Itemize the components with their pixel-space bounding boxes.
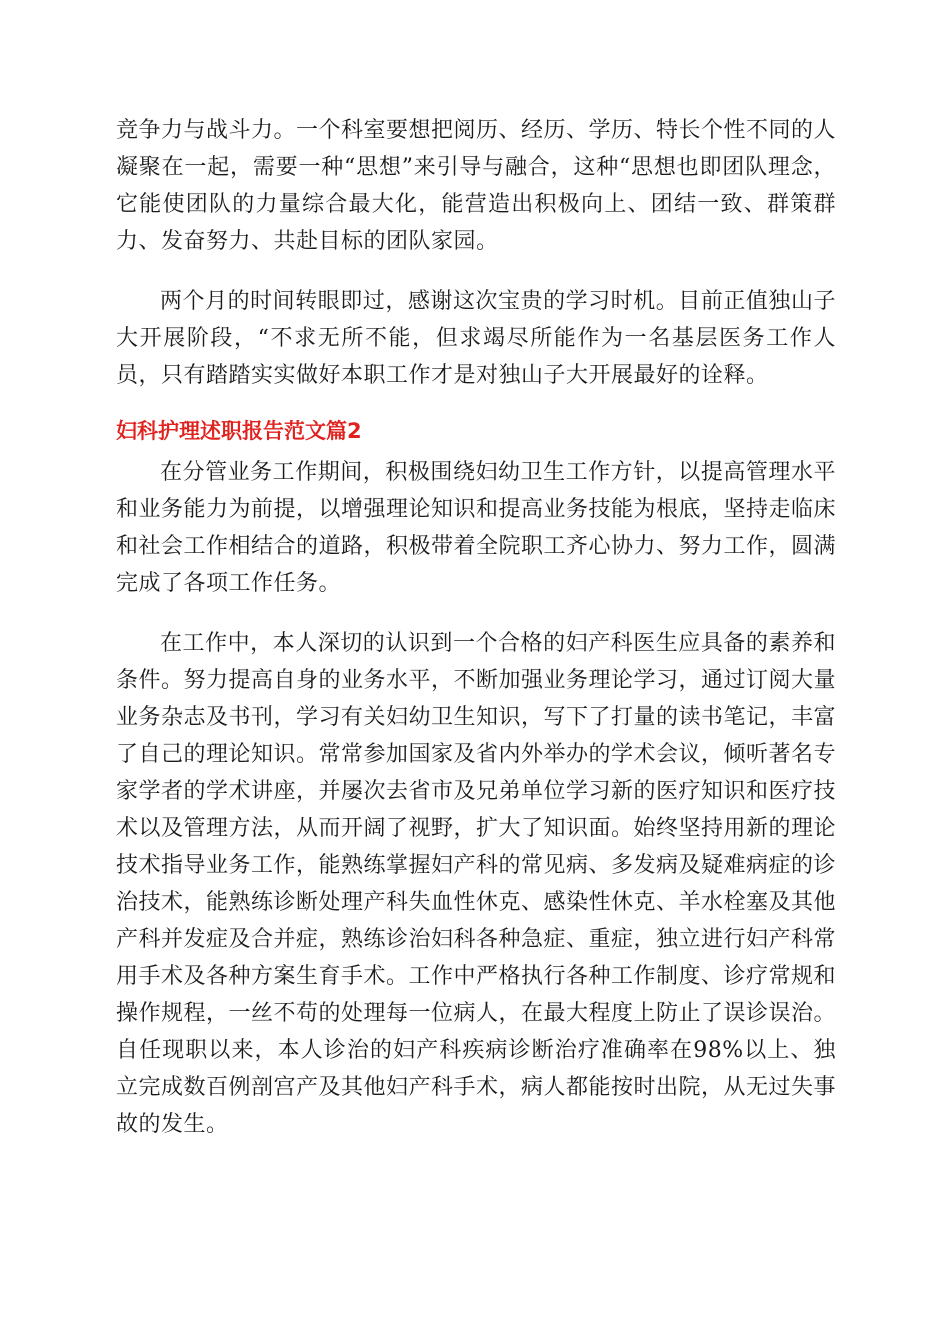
document-body (116, 112, 836, 1143)
section-heading-report-2: 妇科护理述职报告范文篇2 (116, 419, 362, 443)
paragraph-work-achievements: 在工作中，本人深切的认识到一个合格的妇产科医生应具备的素养和条件。努力提高自身的业务水平，不断加强业务理论学习，通过订阅大量业务杂志及书刊，学习有关妇幼卫生知识，写下了打量的读书笔记，丰富了自己的理论知识。常常参加国家及省内外举办的学术会议，倾听著名专家学者的学术讲座，并屡次去省市及兄弟单位学习新的医疗知识和医疗技术以及管理方法，从而开阔了视野，扩大了知识面。始终坚持用新的理论技术指导业务工作，能熟练掌握妇产科的常见病、多发病及疑难病症的诊治技术，能熟练诊断处理产科失血性休克、感染性休克、羊水栓塞及其他产科并发症及合并症，熟练诊治妇科各种急症、重症，独立进行妇产科常用手术及各种方案生育手术。工作中严格执行各种工作制度、诊疗常规和操作规程，一丝不苟的处理每一位病人，在最大程度上防止了误诊误治。自任现职以来，本人诊治的妇产科疾病诊断治疗准确率在98%以上、独立完成数百例剖宫产及其他妇产科手术，病人都能按时出院，从无过失事故的发生。 (116, 631, 837, 1137)
paragraph-management-work: 在分管业务工作期间，积极围绕妇幼卫生工作方针，以提高管理水平和业务能力为前提，以增强理论知识和提高业务技能为根底，坚持走临床和社会工作相结合的道路，积极带着全院职工齐心协力、努力工作，圆满完成了各项工作任务。 (116, 460, 837, 596)
paragraph-continued-teamwork: 竞争力与战斗力。一个科室要想把阅历、经历、学历、特长个性不同的人凝聚在一起，需要一种“思想”来引导与融合，这种“思想也即团队理念，它能使团队的力量综合最大化，能营造出积极向上、团结一致、群策群力、发奋努力、共赴目标的团队家园。 (116, 118, 837, 254)
paragraph-study-gratitude: 两个月的时间转眼即过，感谢这次宝贵的学习时机。目前正值独山子大开展阶段，“不求无所不能，但求竭尽所能作为一名基层医务工作人员，只有踏踏实实做好本职工作才是对独山子大开展最好的诠释。 (116, 289, 836, 388)
